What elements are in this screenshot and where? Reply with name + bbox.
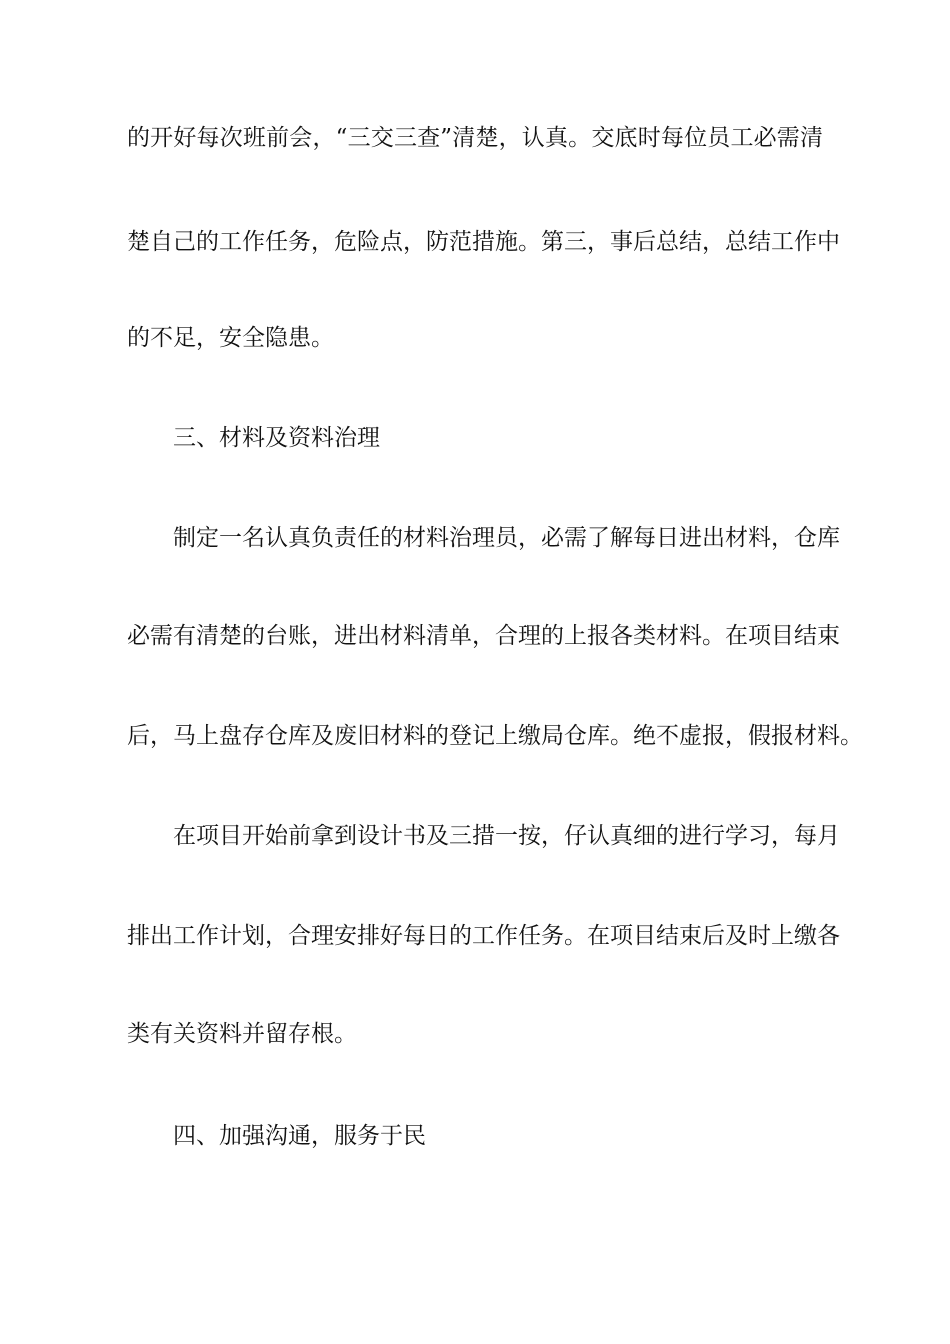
paragraph-line: 排出工作计划，合理安排好每日的工作任务。在项目结束后及时上缴各 <box>127 923 840 949</box>
paragraph-line: 的开好每次班前会，“三交三查”清楚，认真。交底时每位员工必需清 <box>127 125 823 151</box>
paragraph-line: 类有关资料并留存根。 <box>127 1021 357 1047</box>
paragraph-line: 必需有清楚的台账，进出材料清单，合理的上报各类材料。在项目结束 <box>127 623 840 649</box>
paragraph-line: 的不足，安全隐患。 <box>127 325 334 351</box>
paragraph-line: 楚自己的工作任务，危险点，防范措施。第三，事后总结，总结工作中 <box>127 229 840 255</box>
paragraph-line: 制定一名认真负责任的材料治理员，必需了解每日进出材料，仓库 <box>173 525 840 551</box>
paragraph-line: 在项目开始前拿到设计书及三措一按，仔认真细的进行学习，每月 <box>173 823 840 849</box>
section-heading: 四、加强沟通，服务于民 <box>173 1123 426 1149</box>
section-heading: 三、材料及资料治理 <box>173 425 380 451</box>
paragraph-line: 后，马上盘存仓库及废旧材料的登记上缴局仓库。绝不虚报，假报材料。 <box>127 723 863 749</box>
